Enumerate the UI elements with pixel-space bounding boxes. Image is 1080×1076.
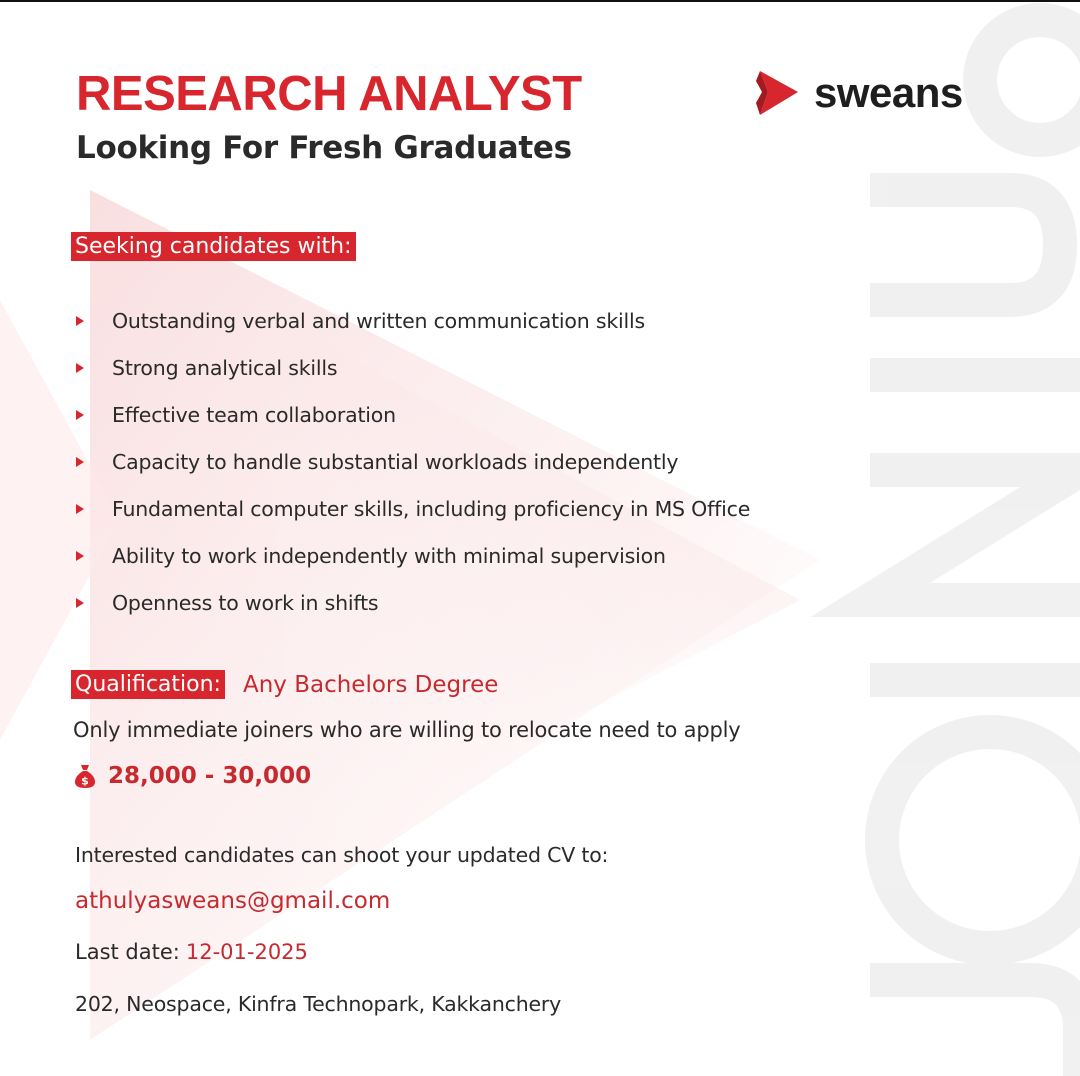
requirements-list — [76, 297, 750, 626]
requirement-text: Effective team collaboration — [112, 402, 396, 427]
salary-range: 28,000 - 30,000 — [108, 763, 312, 789]
requirement-text: Fundamental computer skills, including proficiency in MS Office — [112, 496, 751, 521]
contact-email-link[interactable]: athulyasweans@gmail.com — [75, 888, 391, 914]
logo-text: sweans — [814, 69, 963, 116]
relocation-note: Only immediate joiners who are willing to relocate need to apply — [73, 718, 741, 742]
qualification-label: Qualification: — [71, 670, 225, 699]
requirement-text: Capacity to handle substantial workloads independently — [112, 449, 679, 474]
bullet-arrow-icon — [76, 551, 84, 561]
bullet-arrow-icon — [76, 410, 84, 420]
deadline-row — [75, 940, 308, 964]
requirement-text: Openness to work in shifts — [112, 590, 379, 615]
list-item — [76, 579, 750, 626]
office-address: 202, Neospace, Kinfra Technopark, Kakkanchery — [75, 992, 562, 1016]
list-item — [76, 297, 750, 344]
salary-row — [74, 763, 311, 789]
list-item — [76, 485, 750, 532]
bullet-arrow-icon — [76, 598, 84, 608]
company-logo — [754, 68, 963, 118]
job-title: RESEARCH ANALYST — [76, 67, 582, 121]
qualification-value: Any Bachelors Degree — [242, 671, 499, 698]
bullet-arrow-icon — [76, 363, 84, 373]
play-arrow-icon — [754, 69, 800, 117]
deadline-date: 12-01-2025 — [185, 940, 308, 964]
money-bag-icon — [74, 763, 96, 789]
bullet-arrow-icon — [76, 504, 84, 514]
svg-text:$: $ — [81, 774, 89, 788]
list-item — [76, 532, 750, 579]
deadline-label: Last date: — [75, 940, 180, 964]
qualification-row — [71, 670, 498, 699]
requirements-heading: Seeking candidates with: — [71, 232, 356, 261]
requirement-text: Outstanding verbal and written communication skills — [112, 308, 645, 333]
bullet-arrow-icon — [76, 457, 84, 467]
bullet-arrow-icon — [76, 316, 84, 326]
job-subtitle: Looking For Fresh Graduates — [76, 130, 572, 166]
list-item — [76, 391, 750, 438]
requirement-text: Strong analytical skills — [112, 355, 338, 380]
apply-instructions: Interested candidates can shoot your updated CV to: — [75, 843, 609, 867]
list-item — [76, 438, 750, 485]
requirement-text: Ability to work independently with minimal supervision — [112, 543, 666, 568]
list-item — [76, 344, 750, 391]
